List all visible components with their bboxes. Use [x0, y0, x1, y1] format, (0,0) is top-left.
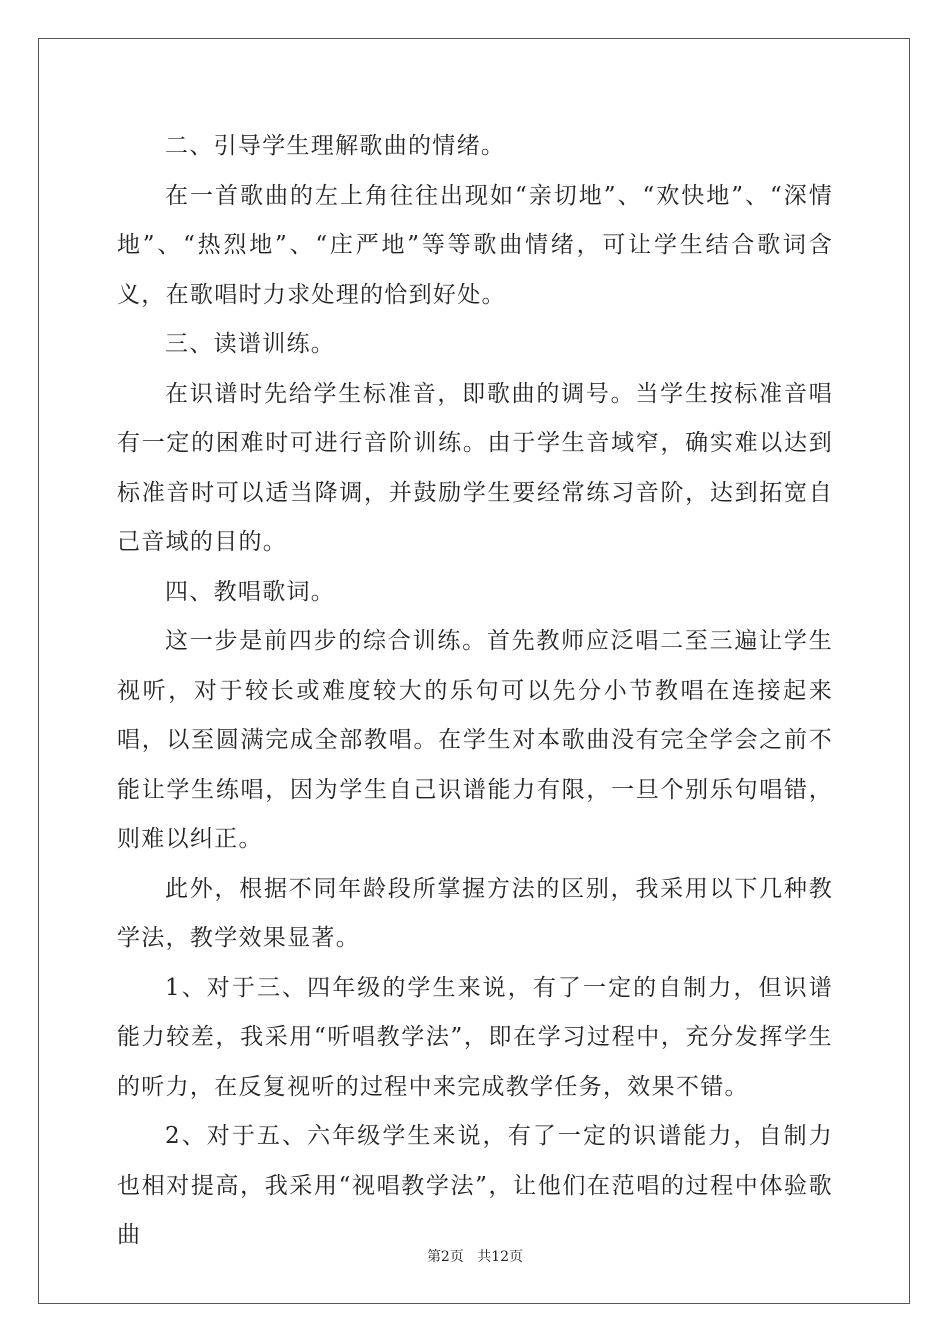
page-total: 共12页: [477, 1249, 524, 1265]
paragraph: 这一步是前四步的综合训练。首先教师应泛唱二至三遍让学生视听，对于较长或难度较大的乐句可以先分小节教唱在连接起来唱，以至圆满完成全部教唱。在学生对本歌曲没有完全学会之前不能让学生练唱，因为学生自己识谱能力有限，一旦个别乐句唱错，则难以纠正。: [117, 628, 833, 852]
page-number: 第2页: [426, 1249, 464, 1265]
document-body: [117, 122, 833, 1261]
page-footer: [0, 1246, 950, 1266]
paragraph: 在识谱时先给学生标准音，即歌曲的调号。当学生按标准音唱有一定的困难时可进行音阶训练。由于学生音域窄，确实难以达到标准音时可以适当降调，并鼓励学生要经常练习音阶，达到拓宽自己音域的目的。: [117, 380, 833, 555]
paragraph: 在一首歌曲的左上角往往出现如“亲切地”、“欢快地”、“深情地”、“热烈地”、“庄严地”等等歌曲情绪，可让学生结合歌词含义，在歌唱时力求处理的恰到好处。: [117, 182, 833, 308]
paragraph: 2、对于五、六年级学生来说，有了一定的识谱能力，自制力也相对提高，我采用“视唱教学法”，让他们在范唱的过程中体验歌曲: [117, 1123, 833, 1248]
paragraph: 四、教唱歌词。: [165, 578, 336, 605]
paragraph: 三、读谱训练。: [165, 331, 336, 357]
paragraph: 此外，根据不同年龄段所掌握方法的区别，我采用以下几种教学法，教学效果显著。: [117, 875, 833, 951]
paragraph: 1、对于三、四年级的学生来说，有了一定的自制力，但识谱能力较差，我采用“听唱教学法”，即在学习过程中，充分发挥学生的听力，在反复视听的过程中来完成教学任务，效果不错。: [117, 974, 833, 1100]
paragraph: 二、引导学生理解歌曲的情绪。: [165, 133, 506, 159]
